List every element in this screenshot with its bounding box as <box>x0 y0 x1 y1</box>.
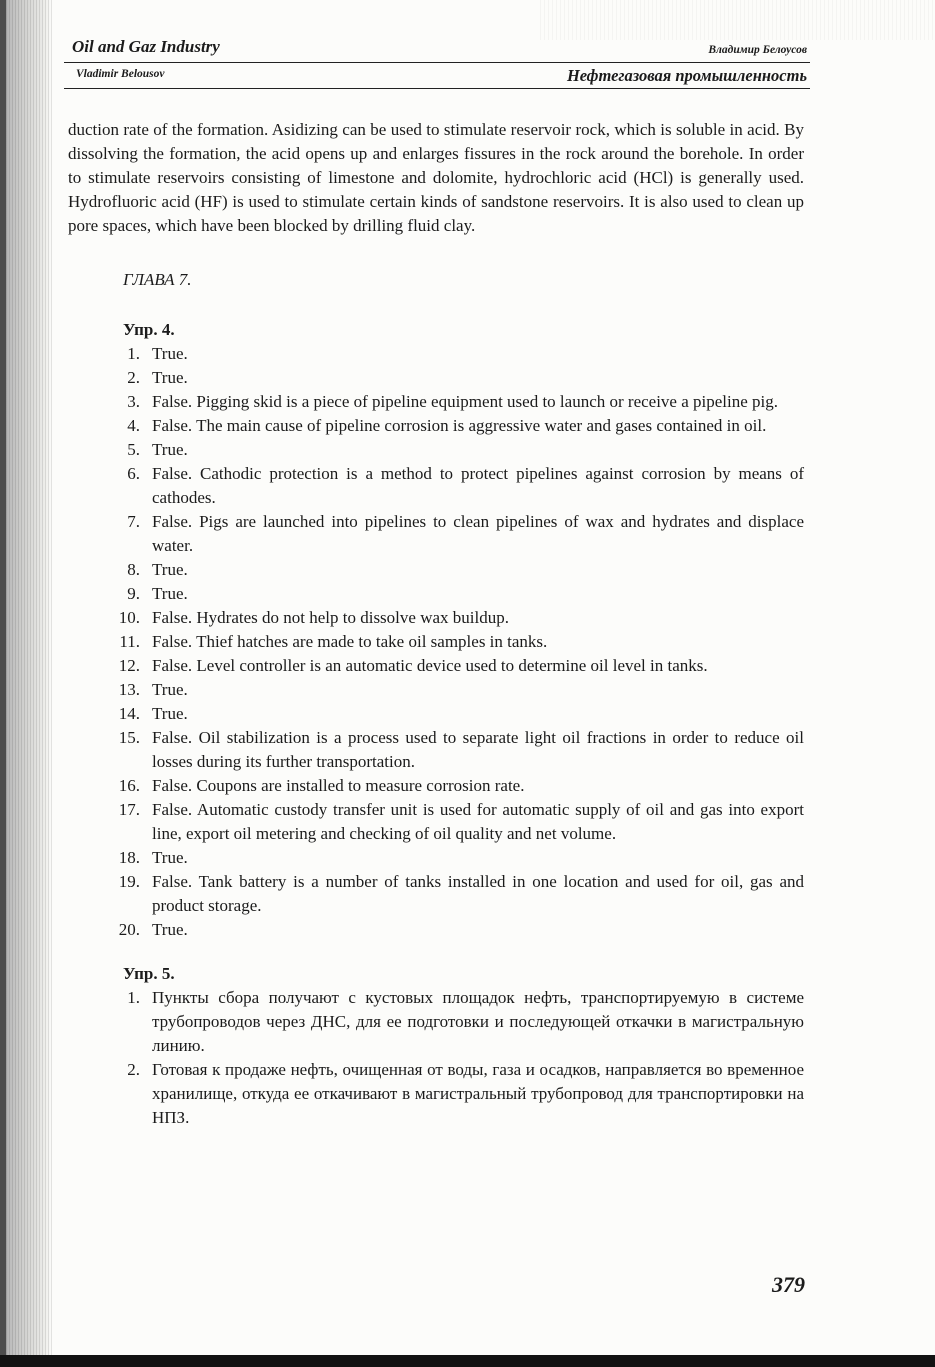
answer-text: Готовая к продаже нефть, очищенная от воды, газа и осадков, направляется во временное хранилище, откуда ее откачивают в магистральный трубопровод для транспортировки на НПЗ. <box>152 1060 804 1127</box>
answer-number: 20. <box>118 920 140 939</box>
answer-item <box>68 798 804 846</box>
answer-text: False. Thief hatches are made to take oil samples in tanks. <box>152 632 548 651</box>
exercise-4-list <box>68 342 804 942</box>
answer-text: False. Tank battery is a number of tanks installed in one location and used for oil, gas and product storage. <box>152 872 804 915</box>
answer-item <box>68 1058 804 1130</box>
answer-number: 2. <box>127 1060 140 1079</box>
answer-item <box>68 438 804 462</box>
answer-item <box>68 414 804 438</box>
answer-number: 16. <box>118 776 140 795</box>
answer-number: 9. <box>127 584 140 603</box>
answer-item <box>68 918 804 942</box>
answer-text: True. <box>152 848 188 867</box>
binding-edge <box>0 0 6 1367</box>
header-rule-bottom <box>64 88 810 89</box>
answer-number: 1. <box>127 988 140 1007</box>
answer-item <box>68 702 804 726</box>
answer-item <box>68 986 804 1058</box>
answer-text: True. <box>152 560 188 579</box>
answer-text: True. <box>152 680 188 699</box>
scan-bottom-edge <box>0 1355 935 1367</box>
running-header-author: Vladimir Belousov <box>76 68 165 80</box>
answer-number: 1. <box>127 344 140 363</box>
answer-text: False. Pigs are launched into pipelines to clean pipelines of wax and hydrates and displace water. <box>152 512 804 555</box>
answer-number: 18. <box>118 848 140 867</box>
answer-text: True. <box>152 344 188 363</box>
answer-item <box>68 870 804 918</box>
answer-number: 4. <box>127 416 140 435</box>
answer-text: True. <box>152 368 188 387</box>
answer-number: 14. <box>118 704 140 723</box>
answer-number: 6. <box>127 464 140 483</box>
running-header-title-ru: Нефтегазовая промышленность <box>566 66 807 85</box>
answer-item <box>68 678 804 702</box>
answer-item <box>68 606 804 630</box>
running-header-author-ru: Владимир Белоусов <box>708 44 807 56</box>
scan-noise <box>540 0 935 40</box>
answer-item <box>68 366 804 390</box>
answer-item <box>68 774 804 798</box>
answer-item <box>68 726 804 774</box>
header-rule-top <box>64 62 810 63</box>
answer-number: 7. <box>127 512 140 531</box>
answer-number: 8. <box>127 560 140 579</box>
answer-number: 13. <box>118 680 140 699</box>
answer-item <box>68 510 804 558</box>
exercise-5-heading: Упр. 5. <box>123 964 175 983</box>
answer-text: True. <box>152 920 188 939</box>
exercise-5-list <box>68 986 804 1130</box>
answer-text: False. The main cause of pipeline corrosion is aggressive water and gases contained in oil. <box>152 416 767 435</box>
exercise-4-heading: Упр. 4. <box>123 320 175 339</box>
answer-number: 17. <box>118 800 140 819</box>
answer-text: False. Oil stabilization is a process used to separate light oil fractions in order to reduce oil losses during its further transportation. <box>152 728 804 771</box>
answer-item <box>68 342 804 366</box>
running-header-title: Oil and Gaz Industry <box>72 37 220 56</box>
answer-number: 5. <box>127 440 140 459</box>
answer-text: Пункты сбора получают с кустовых площадок нефть, транспортируемую в системе трубопроводов через ДНС, для ее подготовки и последующей откачки в магистральную линию. <box>152 988 804 1055</box>
page-number: 379 <box>772 1272 805 1297</box>
answer-number: 19. <box>118 872 140 891</box>
answer-text: False. Coupons are installed to measure corrosion rate. <box>152 776 525 795</box>
page-content <box>68 118 804 1130</box>
answer-text: True. <box>152 440 188 459</box>
answer-text: False. Hydrates do not help to dissolve wax buildup. <box>152 608 509 627</box>
chapter-heading: ГЛАВА 7. <box>123 270 192 289</box>
answer-number: 11. <box>119 632 140 651</box>
answer-item <box>68 630 804 654</box>
answer-text: False. Pigging skid is a piece of pipeline equipment used to launch or receive a pipeline pig. <box>152 392 779 411</box>
answer-item <box>68 558 804 582</box>
book-binding-shadow <box>0 0 52 1367</box>
answer-number: 15. <box>118 728 140 747</box>
answer-item <box>68 582 804 606</box>
answer-text: False. Cathodic protection is a method to protect pipelines against corrosion by means of cathodes. <box>152 464 804 507</box>
answer-item <box>68 654 804 678</box>
answer-number: 10. <box>118 608 140 627</box>
answer-text: True. <box>152 704 188 723</box>
intro-paragraph: duction rate of the formation. Asidizing can be used to stimulate reservoir rock, which is soluble in acid. By dissolving the formation, the acid opens up and enlarges fissures in the rock around the borehole. In order to stimulate reservoirs consisting of limestone and dolomite, hydrochloric acid (HCl) is generally used. Hydrofluoric acid (HF) is used to stimulate certain kinds of sandstone reservoirs. It is also used to clean up pore spaces, which have been blocked by drilling fluid clay. <box>68 120 804 235</box>
answer-text: False. Automatic custody transfer unit is used for automatic supply of oil and gas into export line, export oil metering and checking of oil quality and net volume. <box>152 800 804 843</box>
answer-item <box>68 390 804 414</box>
answer-text: False. Level controller is an automatic device used to determine oil level in tanks. <box>152 656 708 675</box>
answer-number: 12. <box>118 656 140 675</box>
answer-number: 2. <box>127 368 140 387</box>
answer-number: 3. <box>127 392 140 411</box>
answer-text: True. <box>152 584 188 603</box>
answer-item <box>68 462 804 510</box>
answer-item <box>68 846 804 870</box>
